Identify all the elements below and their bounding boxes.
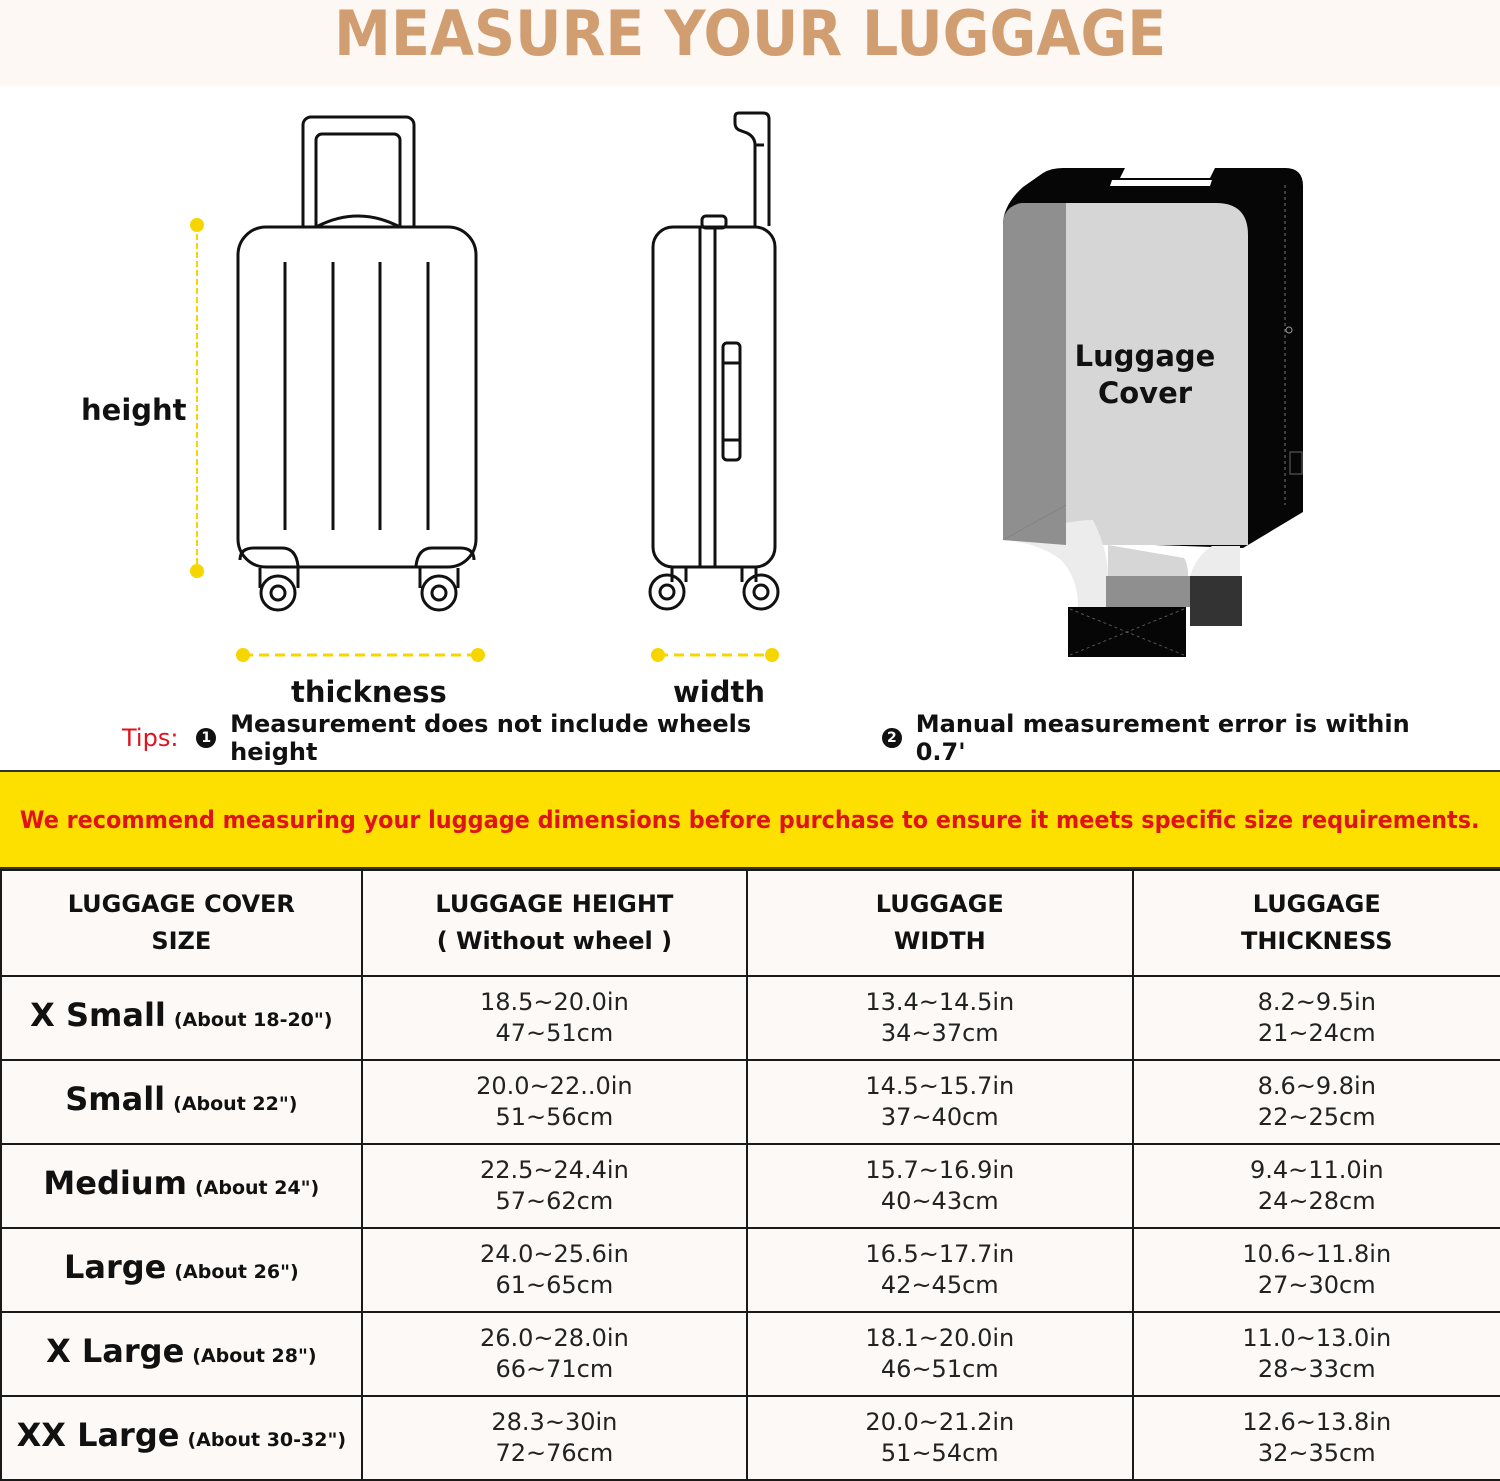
size-cell: X Small (About 18-20") (1, 976, 362, 1060)
height-cell: 24.0~25.6in 61~65cm (362, 1228, 747, 1312)
luggage-cover-illustration (995, 160, 1315, 665)
height-cell: 22.5~24.4in 57~62cm (362, 1144, 747, 1228)
header-height: LUGGAGE HEIGHT ( Without wheel ) (362, 870, 747, 976)
size-cell: Large (About 26") (1, 1228, 362, 1312)
table-row (1, 1312, 1500, 1396)
width-cell: 15.7~16.9in 40~43cm (747, 1144, 1132, 1228)
height-cell: 28.3~30in 72~76cm (362, 1396, 747, 1480)
height-dimension-line (190, 218, 204, 578)
thickness-cell: 11.0~13.0in 28~33cm (1133, 1312, 1500, 1396)
table-header-row (1, 870, 1500, 976)
tip-text: Manual measurement error is within 0.7' (916, 710, 1460, 766)
height-cell: 20.0~22..0in 51~56cm (362, 1060, 747, 1144)
title-band (0, 0, 1500, 86)
width-dimension-line (645, 640, 785, 670)
width-cell: 20.0~21.2in 51~54cm (747, 1396, 1132, 1480)
width-label: width (673, 675, 765, 709)
front-suitcase-illustration (180, 105, 500, 625)
number-one-icon: 1 (196, 728, 216, 748)
tip-item (882, 710, 1460, 766)
thickness-dimension-line (230, 640, 490, 670)
tips-row (122, 720, 1500, 756)
width-cell: 13.4~14.5in 34~37cm (747, 976, 1132, 1060)
width-cell: 18.1~20.0in 46~51cm (747, 1312, 1132, 1396)
thickness-cell: 10.6~11.8in 27~30cm (1133, 1228, 1500, 1312)
header-thickness: LUGGAGE THICKNESS (1133, 870, 1500, 976)
number-two-icon: 2 (882, 728, 902, 748)
table-row (1, 1144, 1500, 1228)
page-title: MEASURE YOUR LUGGAGE (334, 0, 1166, 74)
width-cell: 14.5~15.7in 37~40cm (747, 1060, 1132, 1144)
thickness-cell: 12.6~13.8in 32~35cm (1133, 1396, 1500, 1480)
size-cell: Medium (About 24") (1, 1144, 362, 1228)
tip-text: Measurement does not include wheels height (230, 710, 838, 766)
thickness-cell: 9.4~11.0in 24~28cm (1133, 1144, 1500, 1228)
thickness-cell: 8.2~9.5in 21~24cm (1133, 976, 1500, 1060)
table-row (1, 1228, 1500, 1312)
banner-text: We recommend measuring your luggage dimensions before purchase to ensure it meets specific size requirements. (20, 806, 1480, 834)
size-cell: Small (About 22") (1, 1060, 362, 1144)
table-row (1, 1060, 1500, 1144)
size-cell: XX Large (About 30-32") (1, 1396, 362, 1480)
side-suitcase-illustration (640, 110, 790, 620)
height-label: height (81, 393, 187, 427)
thickness-cell: 8.6~9.8in 22~25cm (1133, 1060, 1500, 1144)
svg-text:Luggage: Luggage (1075, 339, 1216, 373)
size-cell: X Large (About 28") (1, 1312, 362, 1396)
height-cell: 26.0~28.0in 66~71cm (362, 1312, 747, 1396)
table-row (1, 976, 1500, 1060)
width-cell: 16.5~17.7in 42~45cm (747, 1228, 1132, 1312)
table-row (1, 1396, 1500, 1480)
svg-text:Cover: Cover (1098, 376, 1193, 410)
tip-item (196, 710, 838, 766)
recommendation-banner (0, 770, 1500, 869)
header-width: LUGGAGE WIDTH (747, 870, 1132, 976)
header-cover-size: LUGGAGE COVER SIZE (1, 870, 362, 976)
thickness-label: thickness (291, 675, 447, 709)
size-chart-table (0, 869, 1500, 1481)
height-cell: 18.5~20.0in 47~51cm (362, 976, 747, 1060)
tips-label: Tips: (122, 724, 178, 752)
